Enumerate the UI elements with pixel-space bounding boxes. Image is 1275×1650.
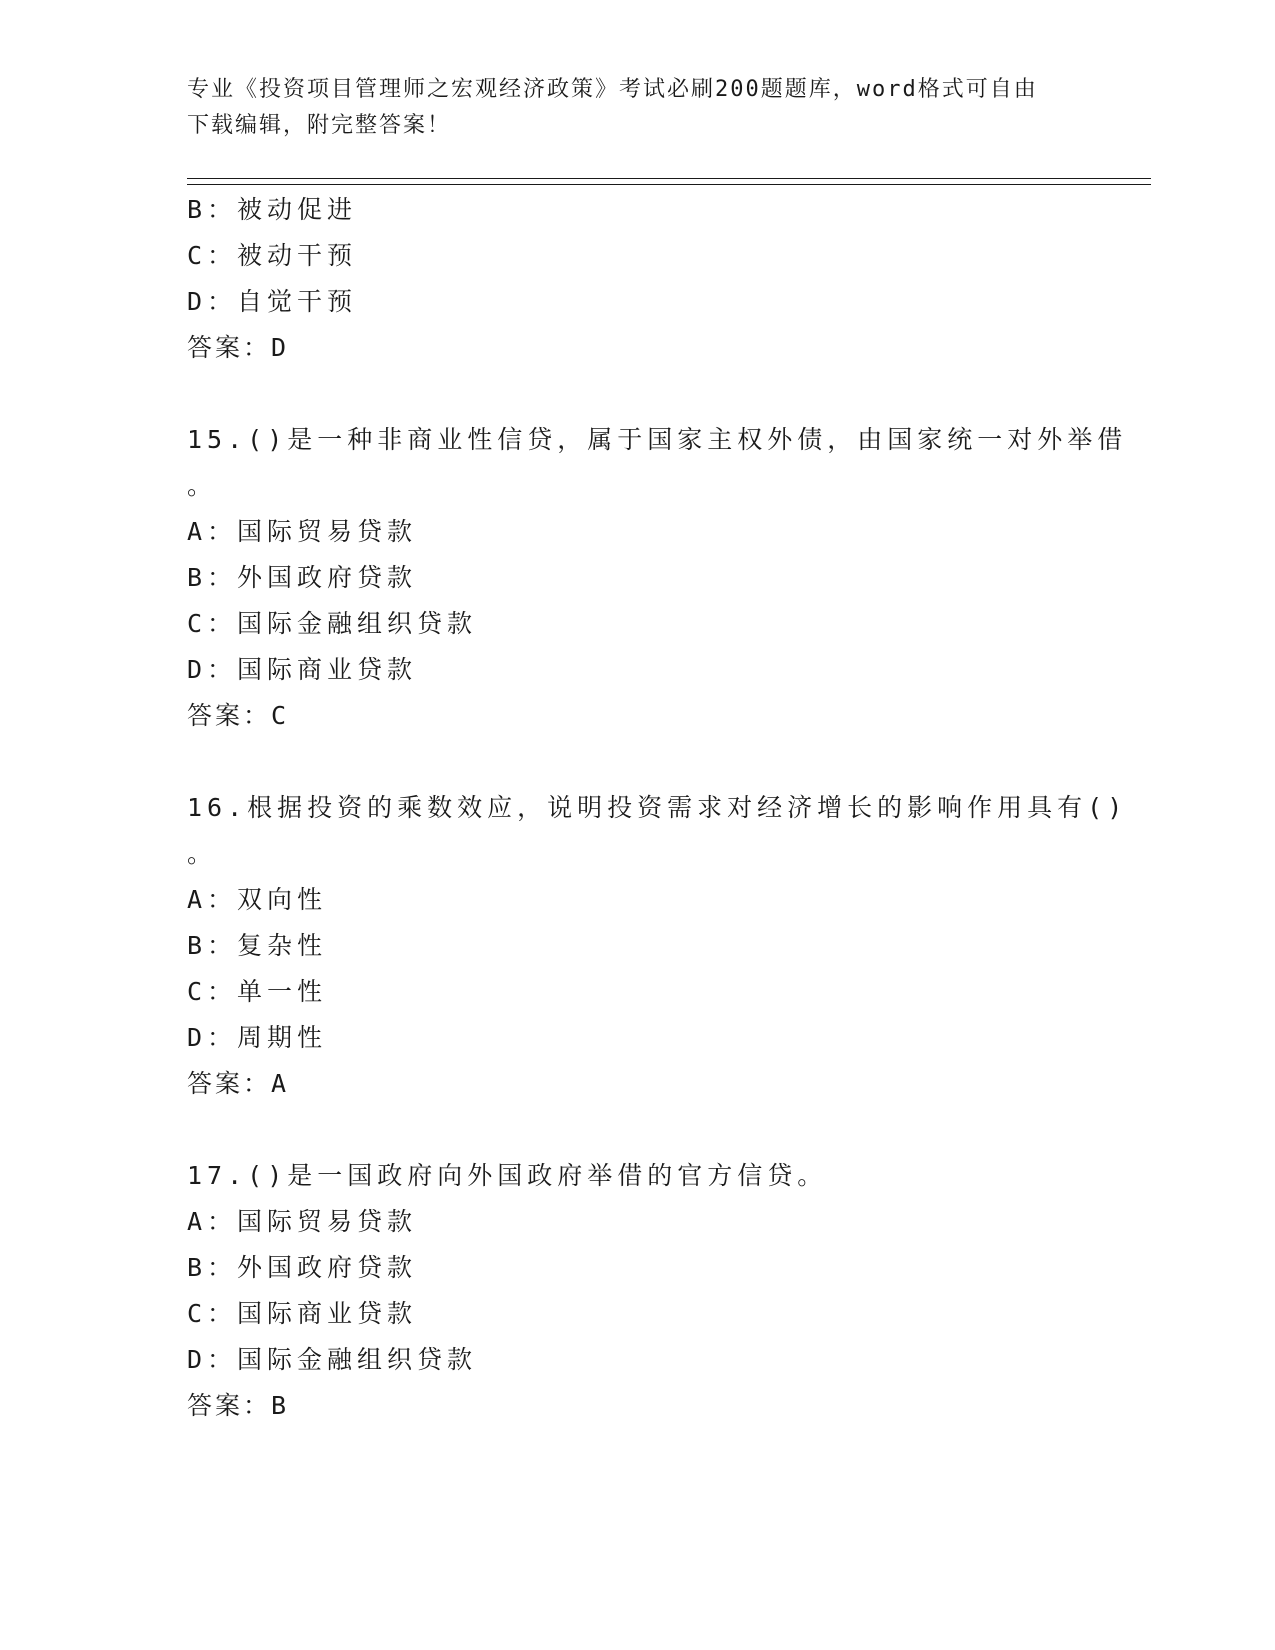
document-header <box>187 72 1087 144</box>
question-stem: 15.()是一种非商业性信贷，属于国家主权外债，由国家统一对外举借 <box>187 425 1128 454</box>
answer: 答案：B <box>187 1391 290 1420</box>
option-d: D：周期性 <box>187 1023 328 1052</box>
header-line-1: 专业《投资项目管理师之宏观经济政策》考试必刷200题题库，word格式可自由 <box>187 77 1038 102</box>
question-list <box>187 187 1128 1429</box>
answer: 答案：D <box>187 333 290 362</box>
question-16 <box>187 785 1128 1107</box>
option-a: A：国际贸易贷款 <box>187 517 418 546</box>
option-d: D：国际金融组织贷款 <box>187 1345 478 1374</box>
option-c: C：国际商业贷款 <box>187 1299 418 1328</box>
header-line-2: 下载编辑，附完整答案！ <box>187 113 452 138</box>
option-b: B：被动促进 <box>187 195 358 224</box>
question-stem: 16.根据投资的乘数效应，说明投资需求对经济增长的影响作用具有() <box>187 793 1128 822</box>
question-14-continuation <box>187 187 1107 371</box>
option-c: C：单一性 <box>187 977 328 1006</box>
option-d: D：国际商业贷款 <box>187 655 418 684</box>
option-c: C：国际金融组织贷款 <box>187 609 478 638</box>
option-a: A：双向性 <box>187 885 328 914</box>
answer: 答案：C <box>187 701 290 730</box>
question-stem-continuation: 。 <box>187 471 218 500</box>
option-a: A：国际贸易贷款 <box>187 1207 418 1236</box>
answer: 答案：A <box>187 1069 290 1098</box>
option-b: B：外国政府贷款 <box>187 563 418 592</box>
header-divider <box>187 178 1151 185</box>
option-c: C：被动干预 <box>187 241 358 270</box>
question-15 <box>187 417 1128 739</box>
question-stem: 17.()是一国政府向外国政府举借的官方信贷。 <box>187 1161 828 1190</box>
option-b: B：复杂性 <box>187 931 328 960</box>
question-17 <box>187 1153 1107 1429</box>
option-b: B：外国政府贷款 <box>187 1253 418 1282</box>
option-d: D：自觉干预 <box>187 287 358 316</box>
question-stem-continuation: 。 <box>187 839 218 868</box>
